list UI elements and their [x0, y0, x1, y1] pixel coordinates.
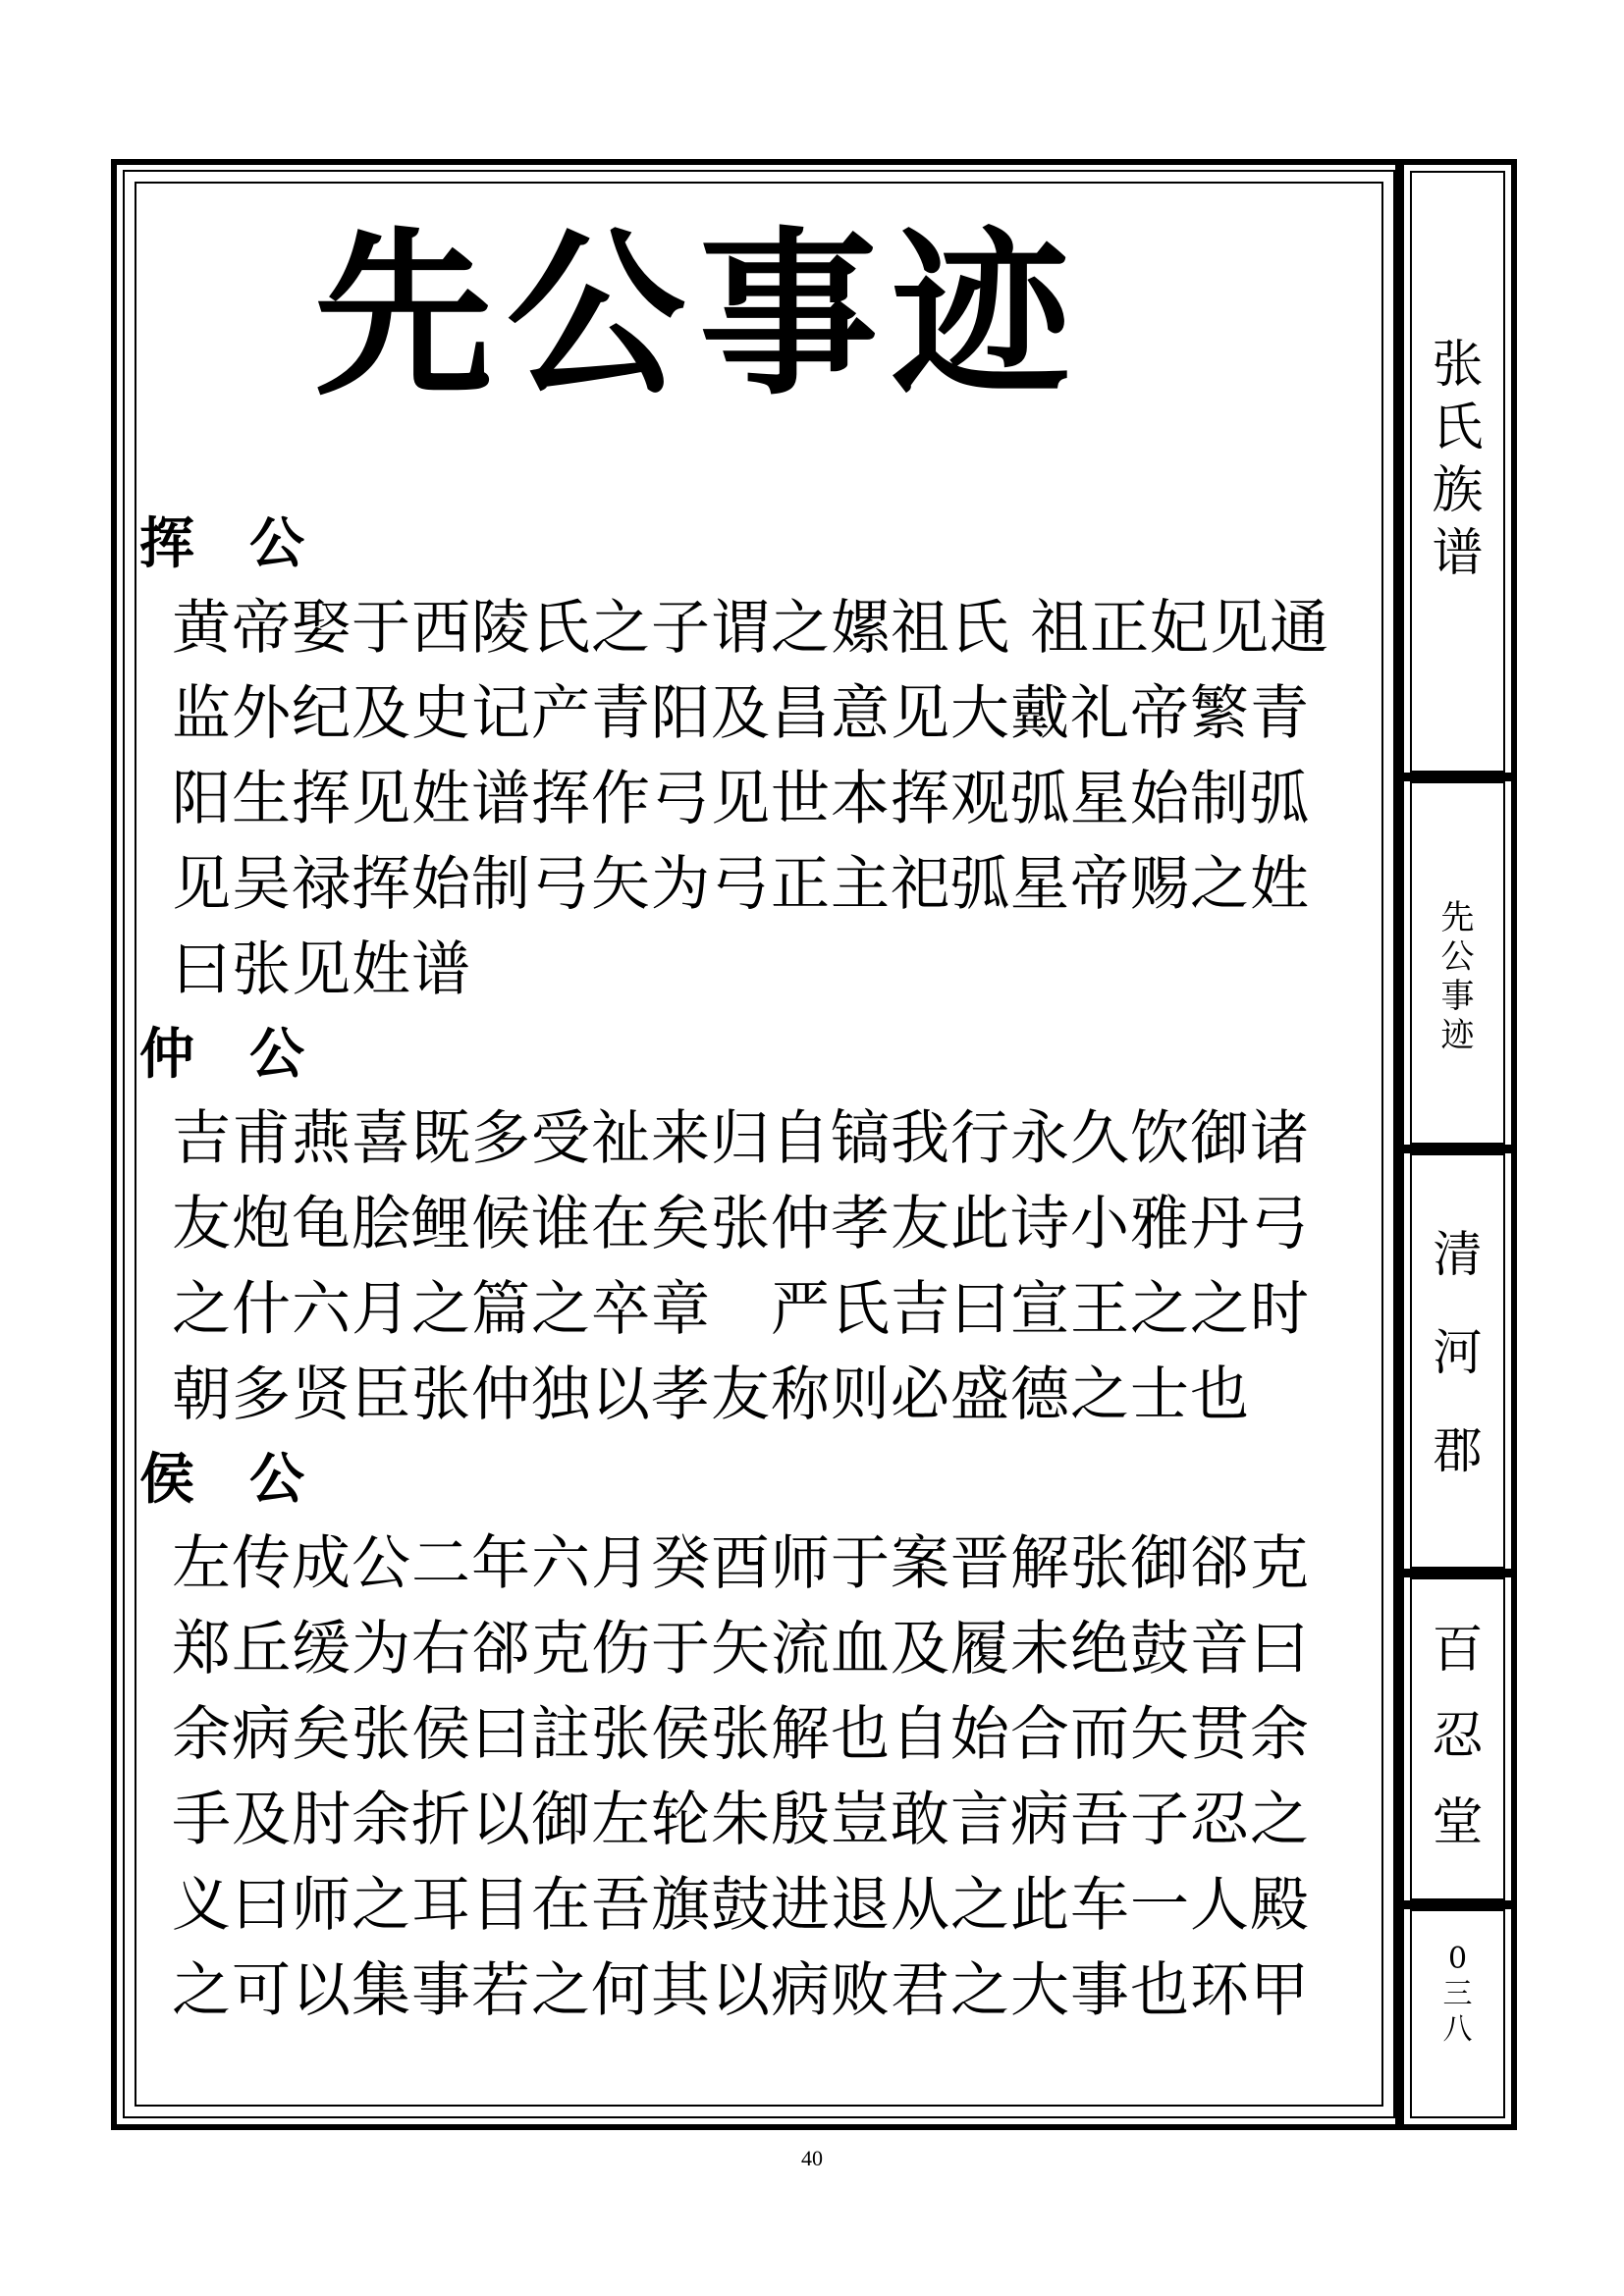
text-line: 朝多贤臣张仲独以孝友称则必盛德之士也	[172, 1361, 1250, 1429]
side-char: 三	[1442, 1977, 1473, 2011]
side-char: 族	[1432, 461, 1484, 520]
side-cell-book-title	[1410, 171, 1505, 773]
side-char: 郡	[1433, 1422, 1483, 1479]
text-line: 见吴禄挥始制弓矢为弓正主祀弧星帝赐之姓	[172, 850, 1310, 919]
section-heading: 仲 公	[139, 1023, 304, 1087]
side-char: 谱	[1432, 524, 1484, 583]
side-char: 氏	[1432, 399, 1484, 457]
side-separator	[1404, 1900, 1511, 1909]
text-line: 郑丘缓为右郤克伤于矢流血及履未绝鼓音曰	[172, 1615, 1310, 1683]
side-cell-chapter	[1410, 781, 1505, 1145]
side-char: 张	[1432, 336, 1484, 395]
text-line: 监外纪及史记产青阳及昌意见大戴礼帝繁青	[172, 679, 1310, 748]
column-divider	[1395, 165, 1404, 2124]
text-line: 之可以集事若之何其以病败君之大事也环甲	[172, 1956, 1310, 2025]
side-separator	[1404, 1569, 1511, 1577]
text-line: 黄帝娶于西陵氏之子谓之嫘祖氏 祖正妃见通	[172, 594, 1330, 663]
side-separator	[1404, 1145, 1511, 1153]
side-cell-folio	[1410, 1909, 1505, 2118]
text-line: 左传成公二年六月癸酉师于案晋解张御郤克	[172, 1529, 1310, 1598]
side-char: 迹	[1440, 1016, 1475, 1055]
side-char: 先	[1440, 898, 1475, 937]
text-line: 曰张见姓谱	[172, 935, 471, 1004]
side-cell-commandery	[1410, 1153, 1505, 1569]
side-char: 清	[1433, 1226, 1483, 1283]
side-char: 河	[1433, 1324, 1483, 1381]
text-line: 阳生挥见姓谱挥作弓见世本挥观弧星始制弧	[172, 765, 1310, 833]
side-column	[1404, 165, 1511, 2124]
side-cell-hall	[1410, 1577, 1505, 1900]
text-line: 之什六月之篇之卒章 严氏吉曰宣王之之时	[172, 1275, 1310, 1344]
section-heading: 侯 公	[139, 1448, 304, 1512]
text-line: 义曰师之耳目在吾旗鼓进退从之此车一人殿	[172, 1871, 1310, 1940]
side-char: 事	[1440, 977, 1475, 1016]
text-line: 手及肘余折以御左轮朱殷豈敢言病吾子忍之	[172, 1786, 1310, 1854]
side-char: 忍	[1432, 1707, 1484, 1766]
side-char: 0	[1447, 1942, 1468, 1976]
side-char: 公	[1440, 937, 1475, 977]
text-line: 友炮龟脍鲤候谁在矣张仲孝友此诗小雅丹弓	[172, 1190, 1310, 1258]
side-char: 百	[1432, 1621, 1484, 1680]
side-separator	[1404, 773, 1511, 781]
side-char: 八	[1442, 2012, 1473, 2047]
text-line: 余病矣张侯曰註张侯张解也自始合而矢贯余	[172, 1700, 1310, 1769]
side-char: 堂	[1432, 1793, 1484, 1852]
page-number: 40	[801, 2146, 823, 2170]
section-heading: 挥 公	[139, 512, 304, 576]
text-line: 吉甫燕喜既多受祉来归自镐我行永久饮御诸	[172, 1104, 1310, 1173]
page-title: 先公事迹	[314, 211, 1084, 419]
